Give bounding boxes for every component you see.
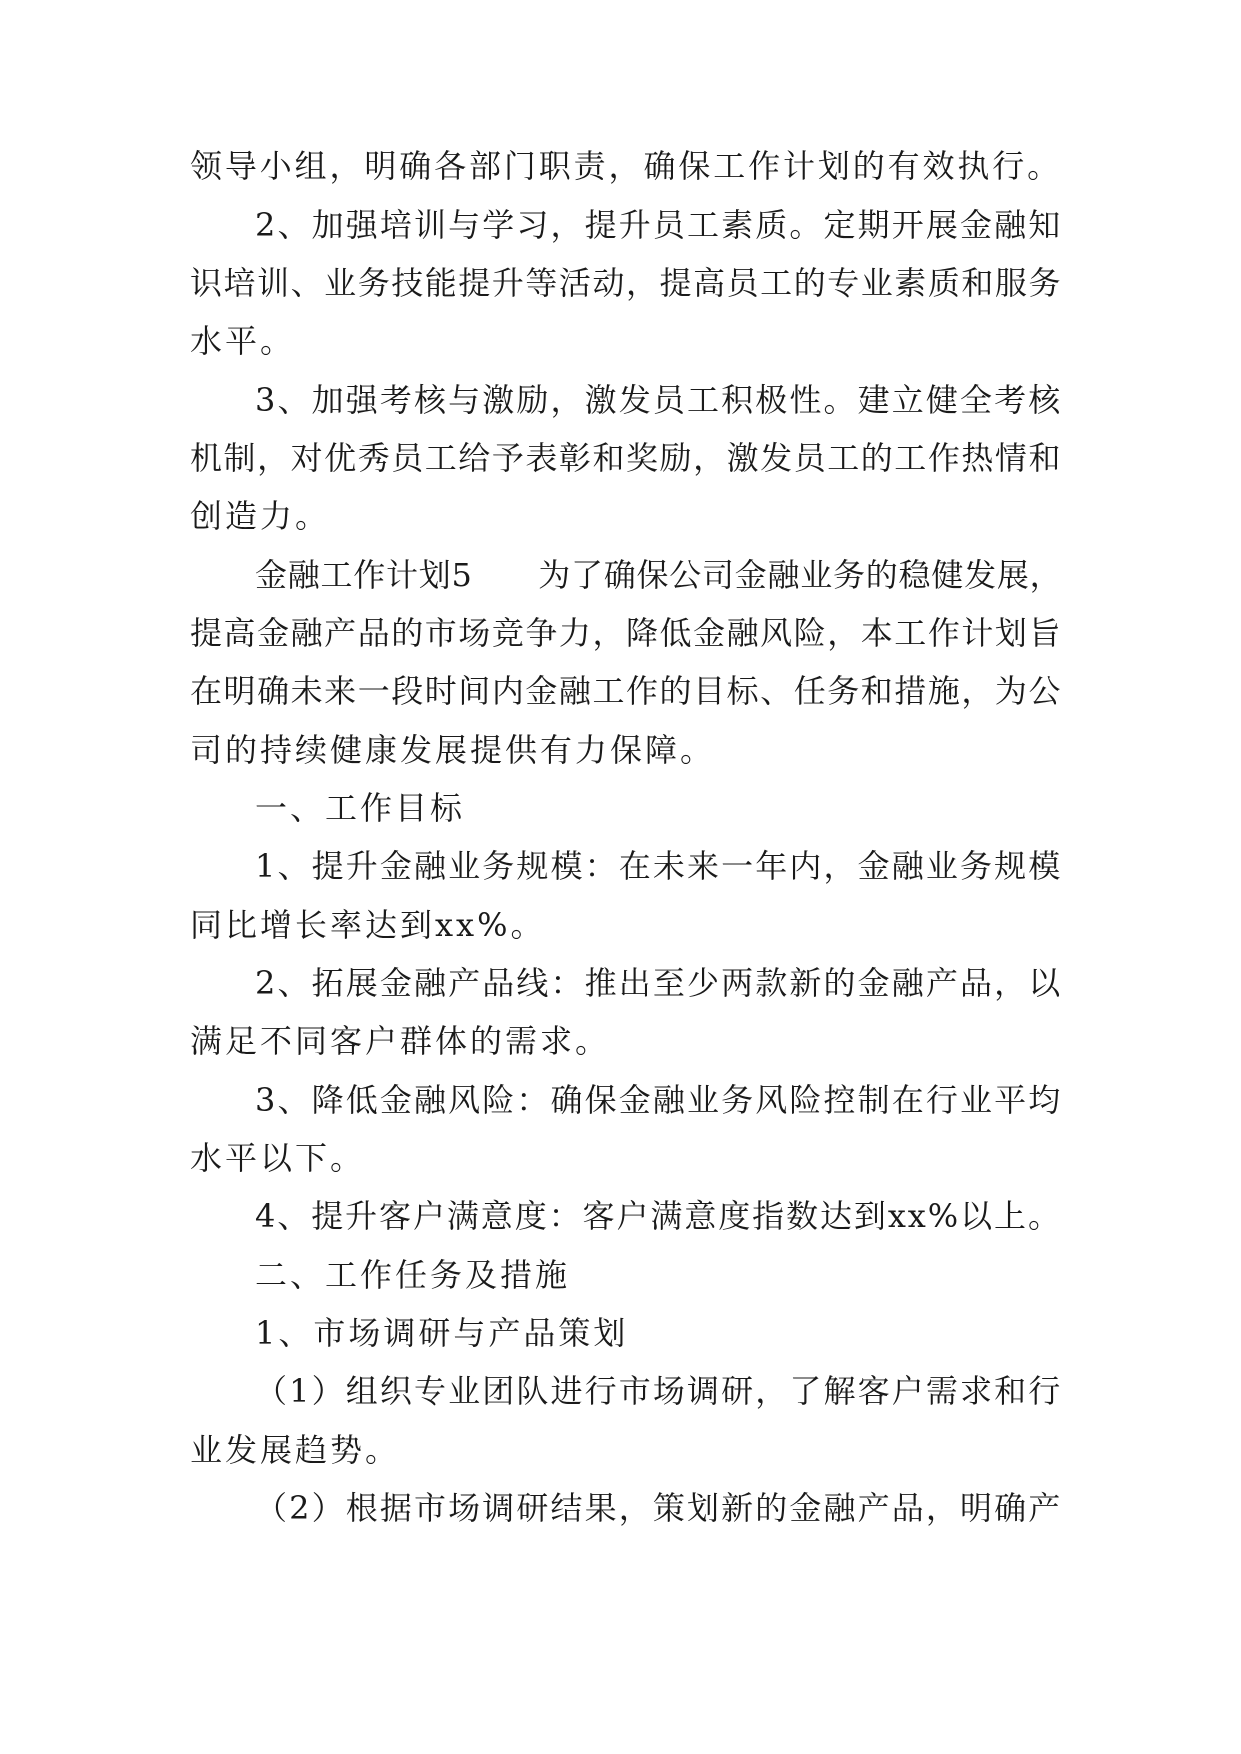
text-line: 3、降低金融风险：确保金融业务风险控制在行业平均 xyxy=(255,1081,1063,1119)
heading-work-goals: 一、工作目标 xyxy=(255,789,466,827)
text-line: 1、提升金融业务规模：在未来一年内，金融业务规模 xyxy=(255,847,1063,885)
section-heading-line: 金融工作计划5 为了确保公司金融业务的稳健发展， xyxy=(255,556,1063,594)
text-line: （1）组织专业团队进行市场调研，了解客户需求和行 xyxy=(255,1372,1063,1410)
text-line: 1、市场调研与产品策划 xyxy=(255,1314,629,1352)
text-line: 识培训、业务技能提升等活动，提高员工的专业素质和服务 xyxy=(190,264,1063,302)
text-line: 满足不同客户群体的需求。 xyxy=(190,1022,611,1060)
text-line: （2）根据市场调研结果，策划新的金融产品，明确产 xyxy=(255,1489,1063,1527)
text-line: 2、拓展金融产品线：推出至少两款新的金融产品，以 xyxy=(255,964,1063,1002)
text-line: 提高金融产品的市场竞争力，降低金融风险，本工作计划旨 xyxy=(190,614,1063,652)
text-line: 创造力。 xyxy=(190,497,331,535)
text-line: 4、提升客户满意度：客户满意度指数达到xx%以上。 xyxy=(255,1197,1062,1235)
text-line: 3、加强考核与激励，激发员工积极性。建立健全考核 xyxy=(255,381,1063,419)
heading-tasks-measures: 二、工作任务及措施 xyxy=(255,1256,571,1294)
text-line: 水平。 xyxy=(190,322,296,360)
text-line: 2、加强培训与学习，提升员工素质。定期开展金融知 xyxy=(255,206,1063,244)
text-line: 司的持续健康发展提供有力保障。 xyxy=(190,731,716,769)
text-line: 领导小组，明确各部门职责，确保工作计划的有效执行。 xyxy=(190,147,1063,185)
text-line: 水平以下。 xyxy=(190,1139,366,1177)
text-line: 在明确未来一段时间内金融工作的目标、任务和措施，为公 xyxy=(190,672,1063,710)
text-line: 业发展趋势。 xyxy=(190,1431,401,1469)
text-line: 机制，对优秀员工给予表彰和奖励，激发员工的工作热情和 xyxy=(190,439,1063,477)
text-line: 同比增长率达到xx%。 xyxy=(190,906,546,944)
